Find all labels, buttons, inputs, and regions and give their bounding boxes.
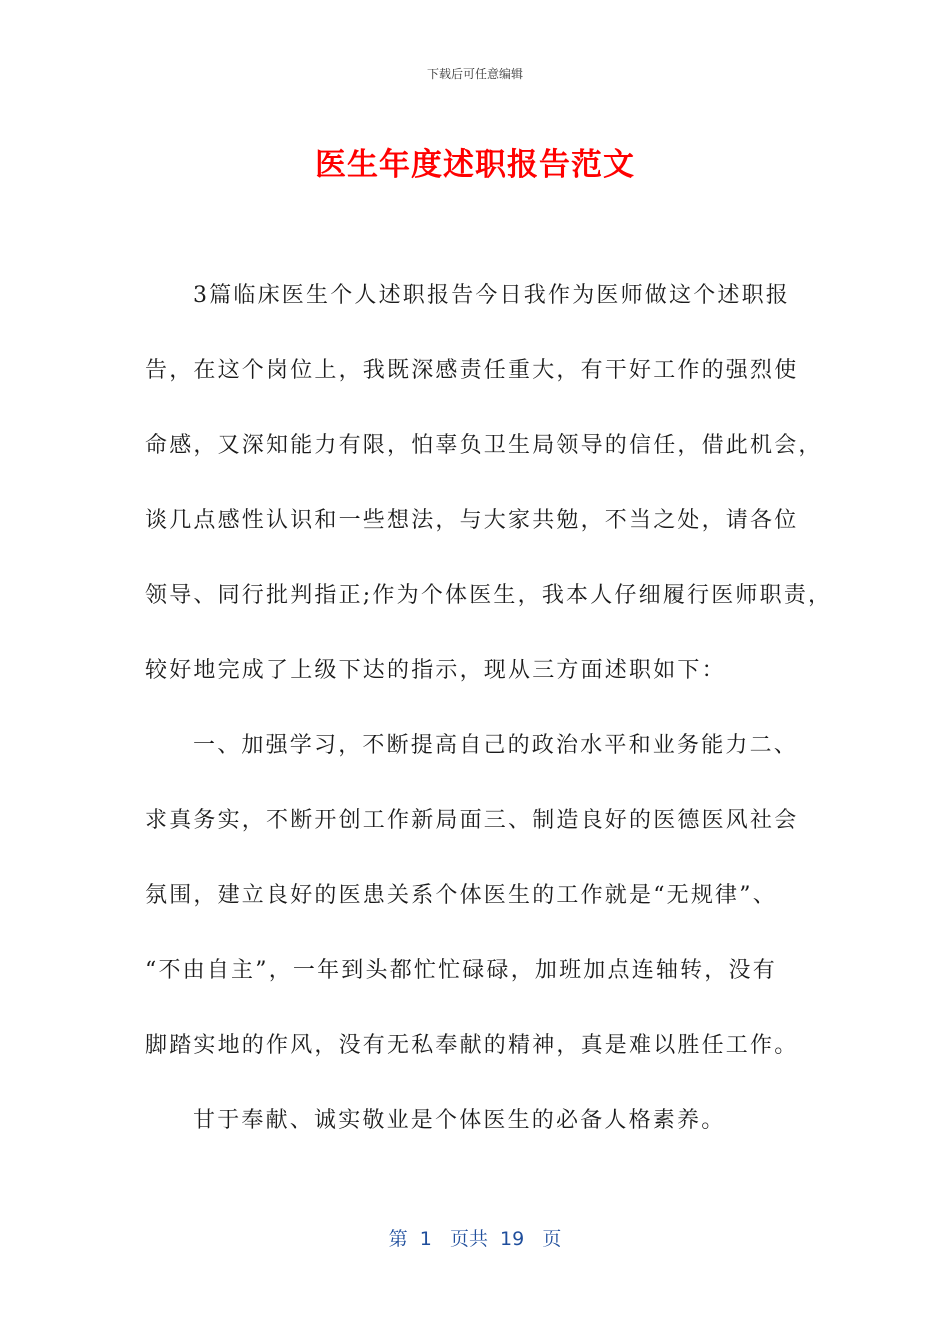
- paragraph-line: 氛围，建立良好的医患关系个体医生的工作就是“无规律”、: [145, 883, 777, 908]
- page-number-footer: 第 1 页共 19 页: [388, 1228, 562, 1250]
- paragraph-line: 一、加强学习，不断提高自己的政治水平和业务能力二、: [193, 733, 799, 758]
- document-body: [145, 278, 833, 1178]
- paragraph-line: 命感，又深知能力有限，怕辜负卫生局领导的信任，借此机会，: [145, 433, 823, 458]
- paragraph-line: 3篇临床医生个人述职报告今日我作为医师做这个述职报: [193, 283, 790, 308]
- paragraph-line: 领导、同行批判指正;作为个体医生，我本人仔细履行医师职责，: [145, 583, 833, 608]
- document-title: 医生年度述职报告范文: [315, 147, 635, 183]
- paragraph-line: 较好地完成了上级下达的指示，现从三方面述职如下：: [145, 658, 726, 683]
- paragraph-line: “不由自主”，一年到头都忙忙碌碌，加班加点连轴转，没有: [145, 958, 777, 983]
- paragraph-line: 甘于奉献、诚实敬业是个体医生的必备人格素养。: [193, 1108, 726, 1133]
- paragraph-line: 告，在这个岗位上，我既深感责任重大，有干好工作的强烈使: [145, 358, 799, 383]
- paragraph-line: 谈几点感性认识和一些想法，与大家共勉，不当之处，请各位: [145, 508, 799, 533]
- paragraph-line: 脚踏实地的作风，没有无私奉献的精神，真是难以胜任工作。: [145, 1033, 799, 1058]
- header-note: 下载后可任意编辑: [426, 67, 523, 81]
- paragraph-line: 求真务实，不断开创工作新局面三、制造良好的医德医风社会: [145, 808, 799, 833]
